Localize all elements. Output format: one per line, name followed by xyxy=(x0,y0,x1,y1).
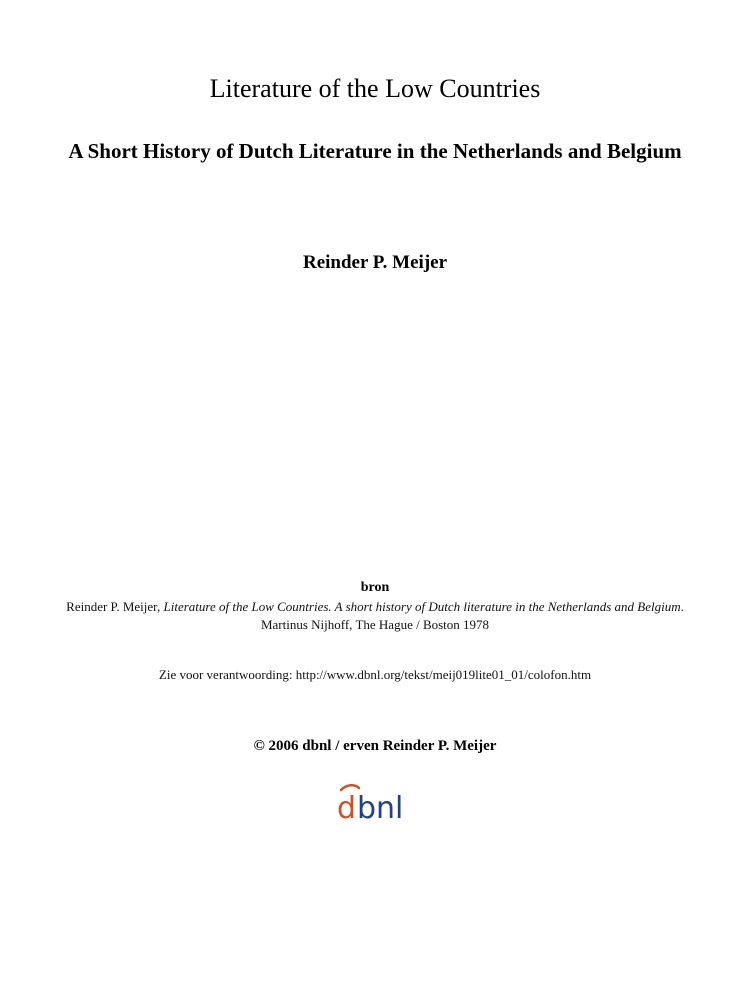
source-block xyxy=(60,578,690,634)
logo-d-swoosh xyxy=(341,785,359,790)
logo-letter-d: d xyxy=(337,791,357,826)
page-title: Literature of the Low Countries xyxy=(209,74,541,103)
citation-author: Reinder P. Meijer, xyxy=(66,599,164,614)
page-subtitle: A Short History of Dutch Literature in the Netherlands and Belgium xyxy=(68,139,682,163)
logo-letters-bnl: bnl xyxy=(357,791,404,826)
source-citation xyxy=(60,598,690,634)
source-heading: bron xyxy=(360,580,390,595)
citation-publisher: . Martinus Nijhoff, The Hague / Boston 1978 xyxy=(260,599,684,632)
accountability-note: Zie voor verantwoording: http://www.dbnl.org/tekst/meij019lite01_01/colofon.htm xyxy=(158,667,592,682)
dbnl-logo xyxy=(335,782,415,826)
copyright-notice: © 2006 dbnl / erven Reinder P. Meijer xyxy=(253,738,497,754)
citation-title: Literature of the Low Countries. A short history of Dutch literature in the Netherlands and Belgium xyxy=(163,599,681,614)
author-name: Reinder P. Meijer xyxy=(302,252,448,273)
